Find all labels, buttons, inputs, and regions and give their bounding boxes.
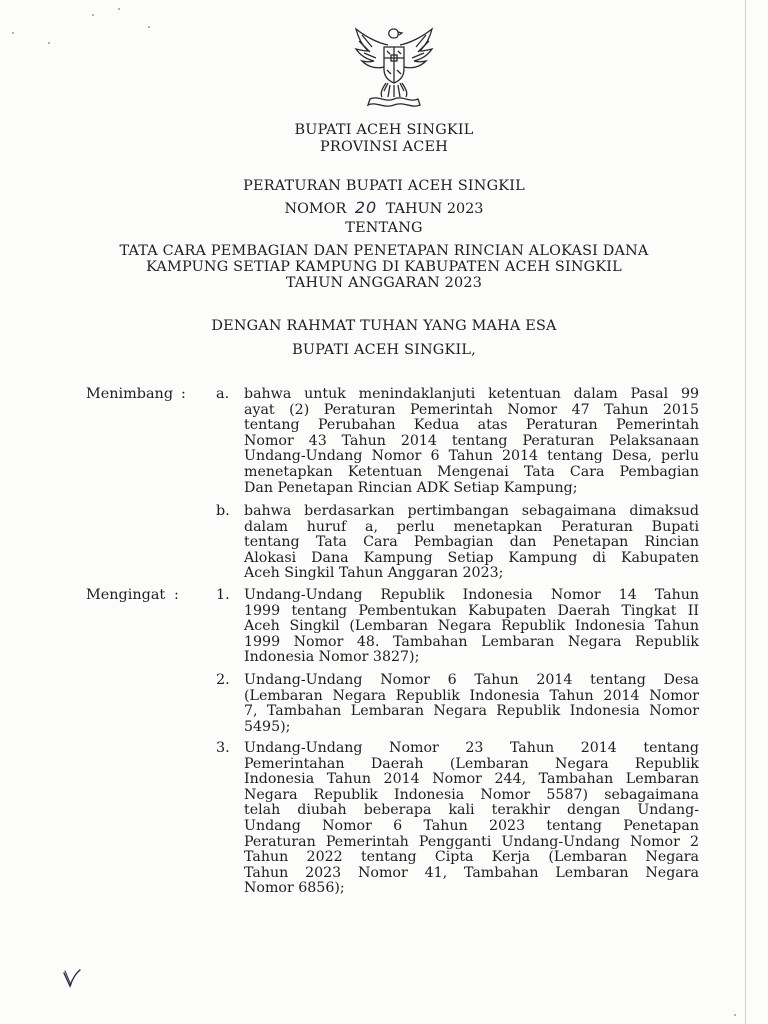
paragraph-line: Indonesia Tahun 2014 Nomor 244, Tambahan Lembaran [244,771,699,788]
mengingat-item-1-marker: 1. [216,587,230,603]
subject-block [0,243,768,291]
paragraph-line: Negara Republik Indonesia Nomor 5587) sebagaimana [244,786,699,803]
mengingat-item-3-marker: 3. [216,740,230,756]
mengingat-item-1 [244,588,699,666]
paragraph-line: menetapkan Ketentuan Mengenai Tata Cara Pembagian [244,463,699,480]
paragraph-line: ayat (2) Peraturan Pemerintah Nomor 47 Tahun 2015 [244,401,699,418]
paragraph-line: Tahun 2022 tentang Cipta Kerja (Lembaran Negara [244,849,699,866]
paragraph-line: Aceh Singkil (Lembaran Negara Republik Indonesia Tahun [244,618,699,635]
menimbang-item-a-marker: a. [216,386,230,402]
nomor-handwritten-value: 20 [354,198,378,217]
scan-speck [734,1014,736,1016]
header-line-1: BUPATI ACEH SINGKIL [294,122,474,138]
menimbang-colon: : [181,386,186,402]
paragraph-line: Pemerintahan Daerah (Lembaran Negara Republik [244,755,699,772]
mengingat-item-2-marker: 2. [216,672,230,688]
paragraph-line: bahwa untuk menindaklanjuti ketentuan dalam Pasal 99 [244,386,699,402]
menimbang-item-b [244,504,699,582]
scan-speck [92,14,94,16]
paragraph-line: Undang-Undang Nomor 23 Tahun 2014 tentang [244,740,699,756]
paragraph-line: 1999 tentang Pembentukan Kabupaten Daerah Tingkat II [244,602,699,619]
preamble-line-2: BUPATI ACEH SINGKIL, [292,342,476,358]
paragraph-line: Alokasi Dana Kampung Setiap Kampung di Kabupaten [244,549,699,566]
subject-line: TATA CARA PEMBAGIAN DAN PENETAPAN RINCIAN ALOKASI DANA [119,243,649,259]
scan-speck [148,26,150,28]
preamble-block [0,318,768,359]
paragraph-line: Aceh Singkil Tahun Anggaran 2023; [244,565,504,582]
mengingat-item-3 [244,741,699,897]
paragraph-line: Undang-Undang Nomor 6 Tahun 2014 tentang Desa [244,672,699,688]
paragraph-line: Undang Nomor 6 Tahun 2023 tentang Penetapan [244,817,699,834]
paragraph-line: tentang Tata Cara Pembagian dan Penetapan Rincian [244,534,699,551]
subject-line: TAHUN ANGGARAN 2023 [285,275,483,291]
header-block [0,122,768,156]
scan-speck [118,8,120,10]
paragraph-line: 1999 Nomor 48. Tambahan Lembaran Negara Republik [244,633,699,650]
regulation-number [0,199,768,218]
regulation-title: PERATURAN BUPATI ACEH SINGKIL [243,178,525,194]
paragraph-line: dalam huruf a, perlu menetapkan Peraturan Bupati [244,518,699,535]
menimbang-label: Menimbang [86,386,174,402]
paragraph-line: Nomor 43 Tahun 2014 tentang Peraturan Pelaksanaan [244,432,699,449]
paragraph-line: bahwa berdasarkan pertimbangan sebagaimana dimaksud [244,503,699,519]
mengingat-colon: : [174,587,179,603]
scan-speck [48,42,50,44]
paragraph-line: Undang-Undang Republik Indonesia Nomor 14 Tahun [244,587,699,603]
paragraph-line: Dan Penetapan Rincian ADK Setiap Kampung; [244,479,578,496]
preamble-line-1: DENGAN RAHMAT TUHAN YANG MAHA ESA [211,318,557,334]
regulation-title-block [0,178,768,195]
mengingat-item-2 [244,673,699,735]
nomor-suffix: TAHUN 2023 [385,201,484,217]
paragraph-line: (Lembaran Negara Republik Indonesia Tahun 2014 Nomor [244,687,699,704]
menimbang-item-a [244,387,699,496]
scan-speck [12,32,14,34]
nomor-prefix: NOMOR [284,201,347,217]
garuda-emblem-icon [346,25,442,109]
mengingat-label: Mengingat [86,587,166,603]
paragraph-line: Undang-Undang Nomor 6 Tahun 2014 tentang Desa, perlu [244,448,699,465]
paragraph-line: Indonesia Nomor 3827); [244,649,420,666]
subject-line: KAMPUNG SETIAP KAMPUNG DI KABUPATEN ACEH SINGKIL [146,259,622,275]
paragraph-line: tentang Perubahan Kedua atas Peraturan Pemerintah [244,417,699,434]
tentang-block [0,220,768,237]
paragraph-line: telah diubah beberapa kali terakhir dengan Undang- [244,802,699,819]
paragraph-line: Tahun 2023 Nomor 41, Tambahan Lembaran Negara [244,864,699,881]
paragraph-line: 7, Tambahan Lembaran Negara Republik Indonesia Nomor [244,703,699,720]
paragraph-line: 5495); [244,718,291,735]
paragraph-line: Peraturan Pemerintah Pengganti Undang-Undang Nomor 2 [244,833,699,850]
tentang-heading: TENTANG [345,220,423,236]
paragraph-line: Nomor 6856); [244,880,345,897]
handwritten-checkmark-icon [62,967,84,989]
menimbang-item-b-marker: b. [216,503,230,519]
header-line-2: PROVINSI ACEH [320,139,448,155]
